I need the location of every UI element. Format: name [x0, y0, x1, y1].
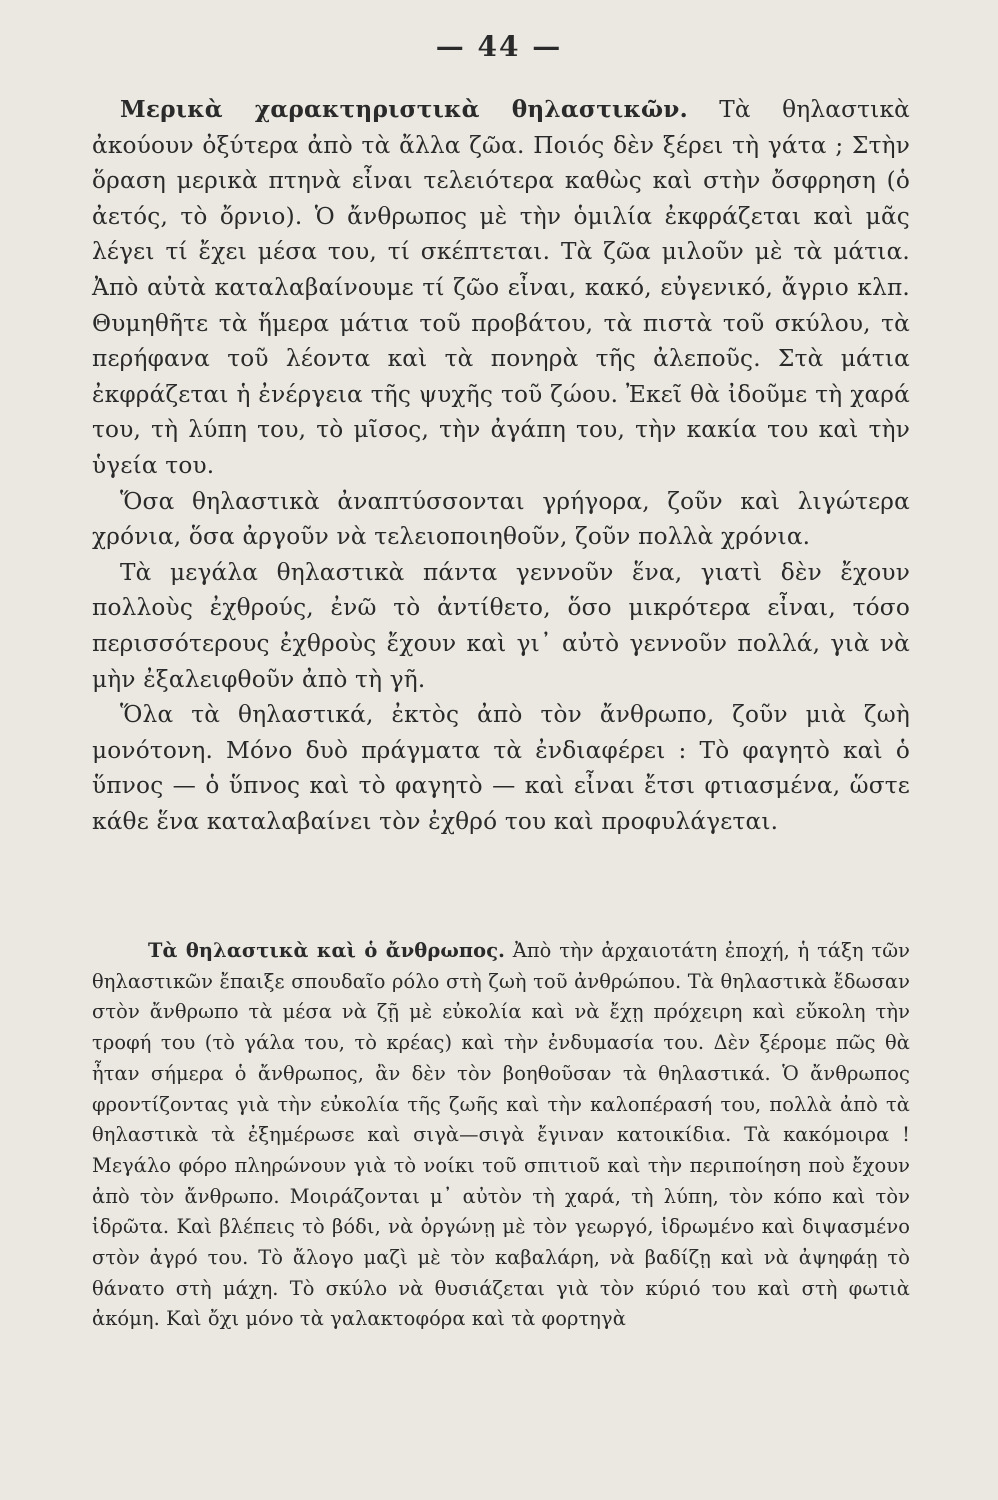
paragraph-text: Ἀπὸ τὴν ἀρχαιοτάτη ἐποχή, ἡ τάξη τῶν θηλαστικῶν ἔπαιξε σπουδαῖο ρόλο στὴ ζωὴ τοῦ ἀνθρώπου. Τὰ θηλαστικὰ ἔδωσαν στὸν ἄνθρωπο τὰ μέσα νὰ ζῇ μὲ εὐκολία καὶ νὰ ἔχῃ πρόχειρη καὶ εὔκολη τὴν τροφή του (τὸ γάλα του, τὸ κρέας) καὶ τὴν ἐνδυμασία του. Δὲν ξέρομε πῶς θὰ ἦταν σήμερα ὁ ἄνθρωπος, ἂν δὲν τὸν βοηθοῦσαν τὰ θηλαστικά. Ὁ ἄνθρωπος φροντίζοντας γιὰ τὴν εὐκολία τῆς ζωῆς καὶ τὴν καλοπέρασή του, πολλὰ ἀπὸ τὰ θηλαστικὰ τὰ ἐξημέρωσε καὶ σιγὰ—σιγὰ ἔγιναν κατοικίδια. Τὰ κακόμοιρα ! Μεγάλο φόρο πληρώνουν γιὰ τὸ νοίκι τοῦ σπιτιοῦ καὶ τὴν περιποίηση ποὺ ἔχουν ἀπὸ τὸν ἄνθρωπο. Μοιράζονται μ᾽ αὐτὸν τὴ χαρά, τὴ λύπη, τὸν κόπο καὶ τὸν ἱδρῶτα. Καὶ βλέπεις τὸ βόδι, νὰ ὀργώνῃ μὲ τὸν γεωργό, ἱδρωμένο καὶ διψασμένο στὸν ἀγρό του. Τὸ ἄλογο μαζὶ μὲ τὸν καβαλάρη, νὰ βαδίζῃ καὶ νὰ ἀψηφάῃ τὸ θάνατο στὴ μάχη. Τὸ σκύλο νὰ θυσιάζεται γιὰ τὸν κύριό του καὶ στὴ φωτιὰ ἀκόμη. Καὶ ὄχι μόνο τὰ γαλακτοφόρα καὶ τὰ φορτηγὰ: [92, 939, 911, 1331]
paragraph-text: Τὰ θηλαστικὰ ἀκούουν ὀξύτερα ἀπὸ τὰ ἄλλα ζῶα. Ποιός δὲν ξέρει τὴ γάτα ; Στὴν ὅραση μερικὰ πτηνὰ εἶναι τελειότερα καθὼς καὶ στὴν ὄσφρηση (ὁ ἀετός, τὸ ὄρνιο). Ὁ ἄνθρωπος μὲ τὴν ὁμιλία ἐκφράζεται καὶ μᾶς λέγει τί ἔχει μέσα του, τί σκέπτεται. Τὰ ζῶα μιλοῦν μὲ τὰ μάτια. Ἀπὸ αὐτὰ καταλαβαίνουμε τί ζῶο εἶναι, κακό, εὐγενικό, ἄγριο κλπ. Θυμηθῆτε τὰ ἥμερα μάτια τοῦ προβάτου, τὰ πιστὰ τοῦ σκύλου, τὰ περήφανα τοῦ λέοντα καὶ τὰ πονηρὰ τῆς ἀλεποῦς. Στὰ μάτια ἐκφράζεται ἡ ἐνέργεια τῆς ψυχῆς τοῦ ζώου. Ἐκεῖ θὰ ἰδοῦμε τὴ χαρά του, τὴ λύπη του, τὸ μῖσος, τὴν ἀγάπη του, τὴν κακία του καὶ τὴν ὑγεία του.: [92, 96, 911, 479]
paragraph: [92, 92, 910, 484]
paragraph: Ὅσα θηλαστικὰ ἀναπτύσσονται γρήγορα, ζοῦν καὶ λιγώτερα χρόνια, ὅσα ἀργοῦν νὰ τελειοποιηθοῦν, ζοῦν πολλὰ χρόνια.: [92, 487, 910, 551]
page-number: — 44 —: [435, 30, 563, 63]
paragraph: Τὰ μεγάλα θηλαστικὰ πάντα γεννοῦν ἕνα, γιατὶ δὲν ἔχουν πολλοὺς ἐχθρούς, ἐνῶ τὸ ἀντίθετο, ὅσο μικρότερα εἶναι, τόσο περισσότερους ἐχθροὺς ἔχουν καὶ γι᾽ αὐτὸ γεννοῦν πολλά, γιὰ νὰ μὴν ἐξαλειφθοῦν ἀπὸ τὴ γῆ.: [92, 558, 910, 693]
paragraph: [92, 936, 910, 1335]
section-heading: Τὰ θηλαστικὰ καὶ ὁ ἄνθρωπος.: [148, 939, 505, 962]
paragraph: Ὅλα τὰ θηλαστικά, ἐκτὸς ἀπὸ τὸν ἄνθρωπο, ζοῦν μιὰ ζωὴ μονότονη. Μόνο δυὸ πράγματα τὰ ἐνδιαφέρει : Τὸ φαγητὸ καὶ ὁ ὕπνος — ὁ ὕπνος καὶ τὸ φαγητὸ — καὶ εἶναι ἔτσι φτιασμένα, ὥστε κάθε ἕνα καταλαβαίνει τὸν ἐχθρό του καὶ προφυλάγεται.: [92, 701, 910, 835]
section-heading: Μερικὰ χαρακτηριστικὰ θηλαστικῶν.: [120, 96, 688, 123]
section-mammals-and-man: [92, 936, 910, 1335]
section-characteristics: [92, 92, 910, 839]
